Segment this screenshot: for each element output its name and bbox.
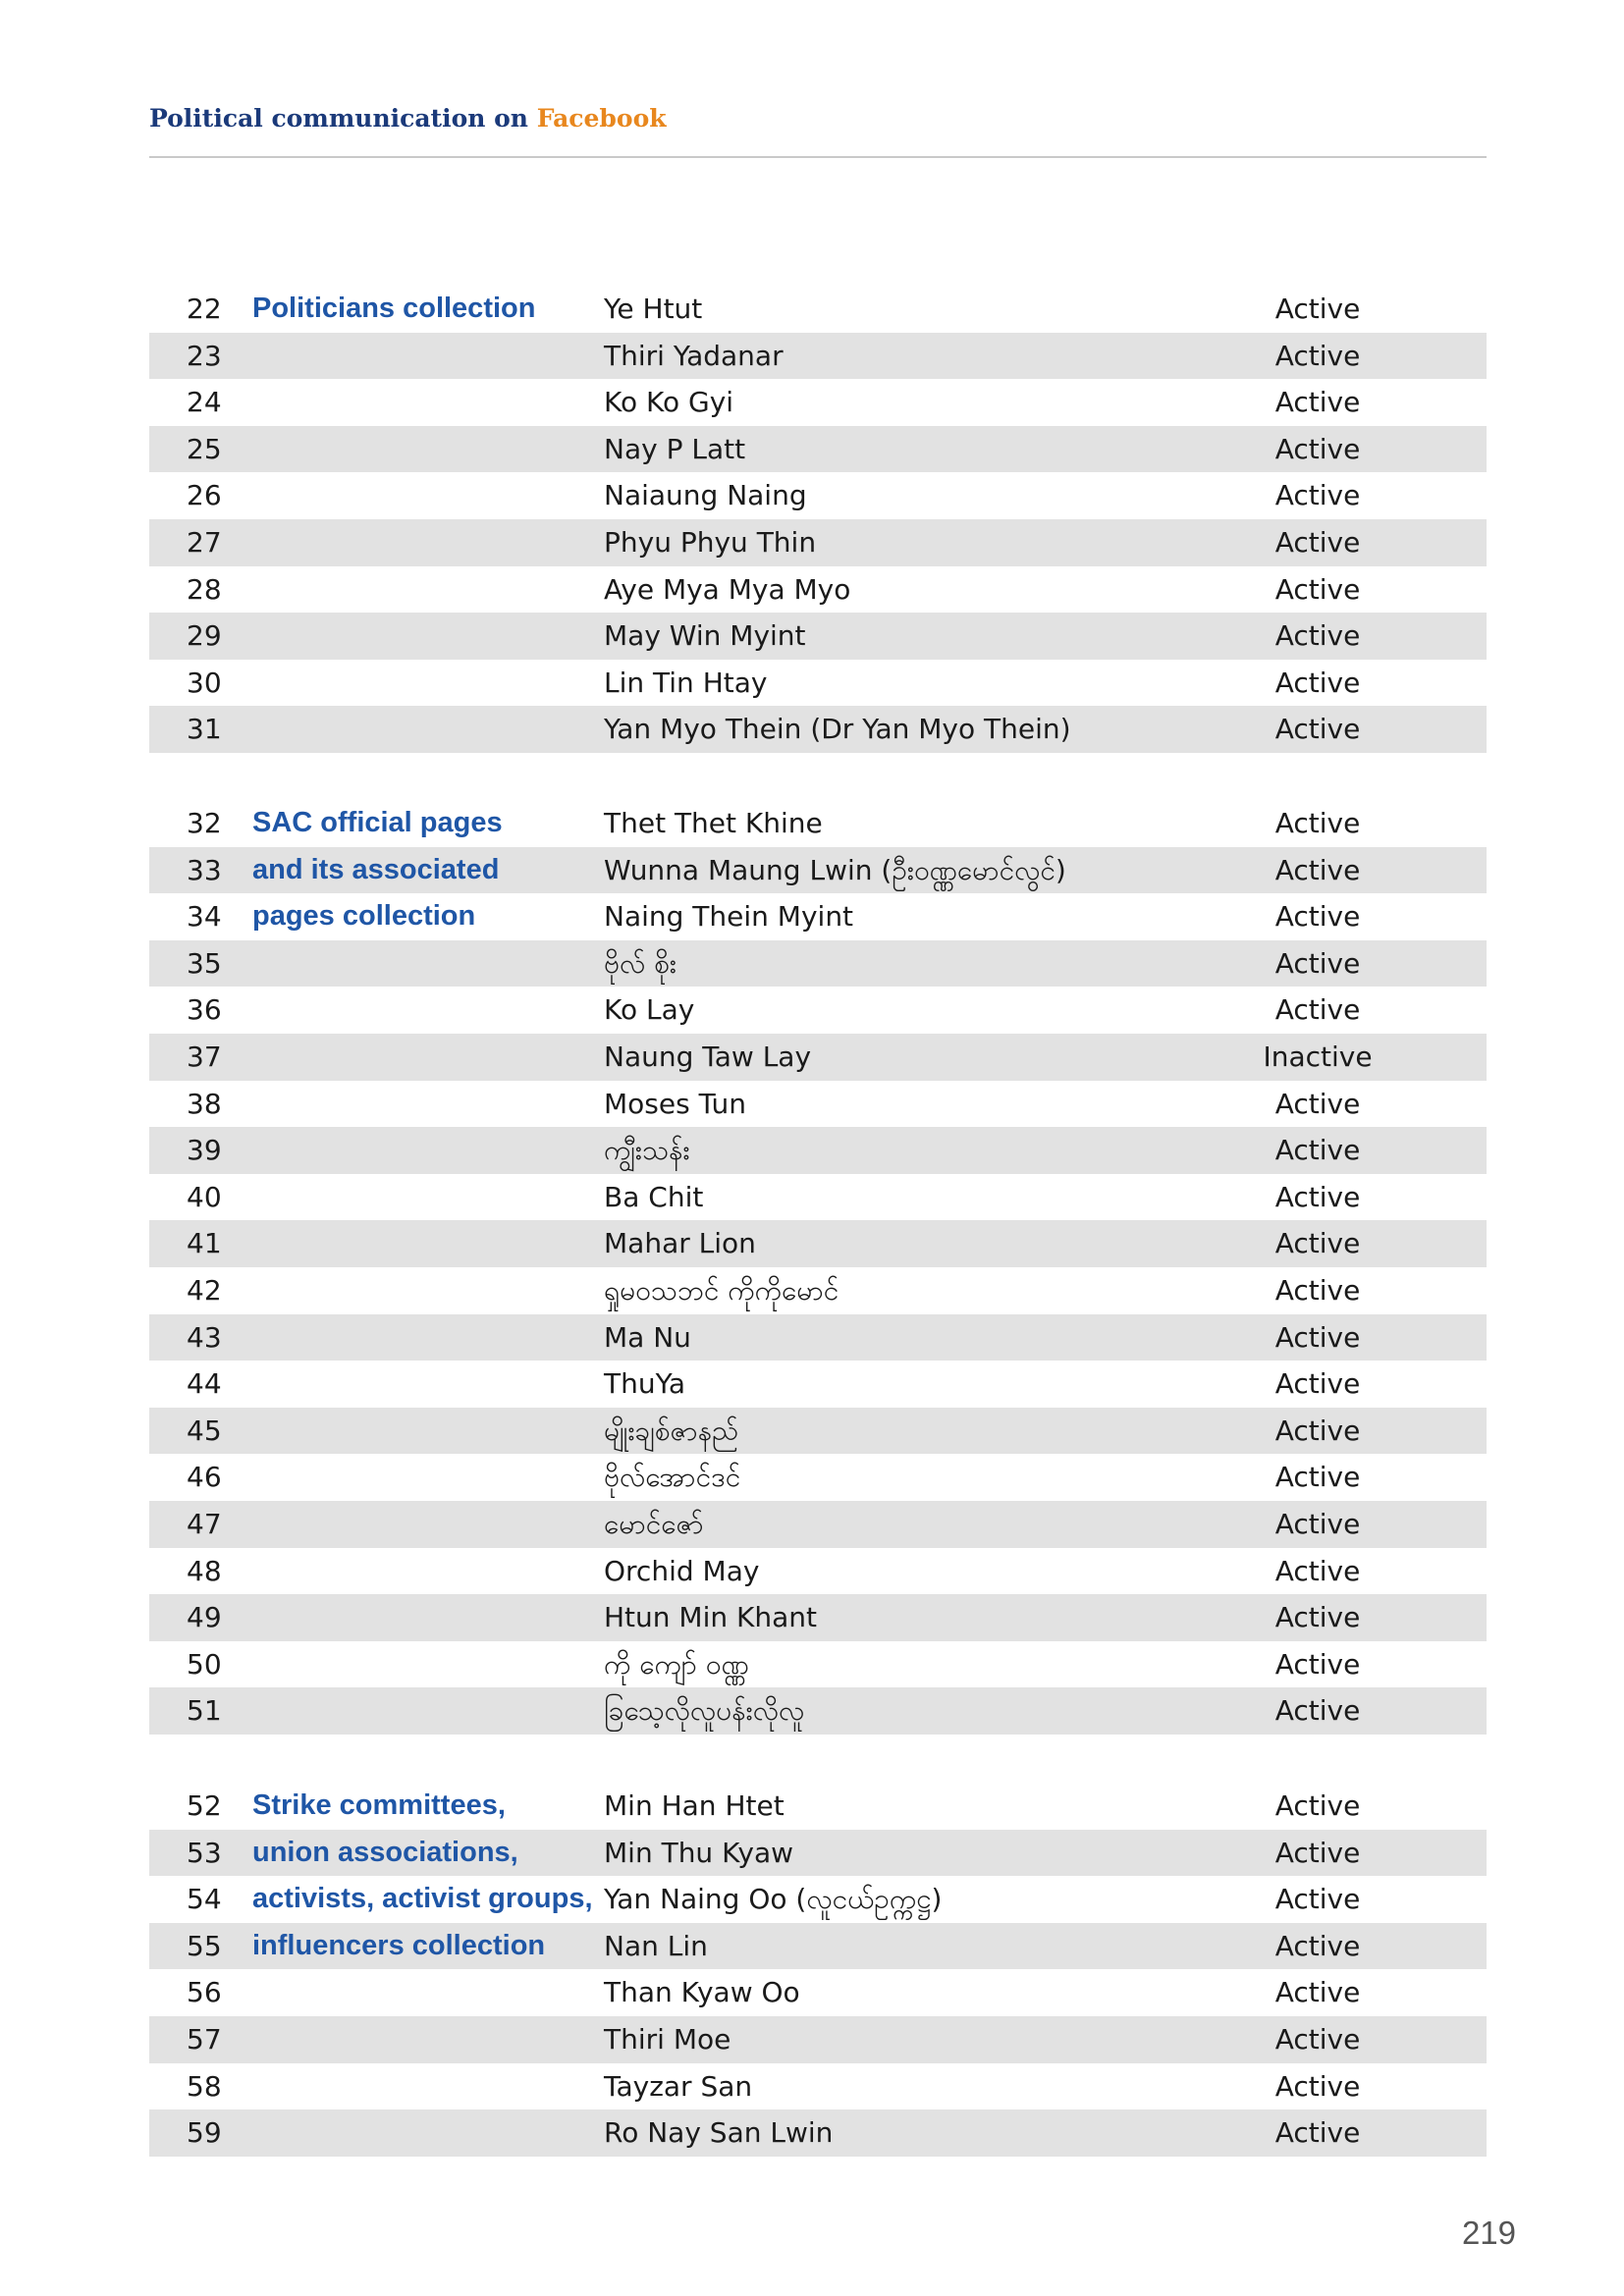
row-status: Active xyxy=(1274,666,1361,699)
table-row xyxy=(149,1174,1487,1221)
row-number: 28 xyxy=(187,572,222,606)
row-page-name: Htun Min Khant xyxy=(604,1601,817,1634)
row-page-name: Naiaung Naing xyxy=(604,479,807,512)
row-status: Active xyxy=(1274,1087,1361,1120)
row-number: 27 xyxy=(187,525,222,559)
table-row xyxy=(149,660,1487,707)
row-status: Active xyxy=(1274,2116,1361,2150)
row-page-name: Mahar Lion xyxy=(604,1227,756,1260)
table-row xyxy=(149,1267,1487,1314)
table-row xyxy=(149,1034,1487,1081)
row-status: Active xyxy=(1274,2069,1361,2103)
table-row xyxy=(149,2063,1487,2110)
row-page-name: မောင်ဇော် xyxy=(604,1507,704,1540)
row-page-name: Wunna Maung Lwin (ဦးဝဏ္ဏမောင်လွင်) xyxy=(604,853,1066,886)
row-status: Active xyxy=(1274,1789,1361,1822)
page-number: 219 xyxy=(1461,2215,1516,2251)
table-row xyxy=(149,1641,1487,1688)
sac-pages-table xyxy=(149,800,1487,1735)
row-page-name: မျိုးချစ်ဇာနည် xyxy=(604,1414,739,1447)
row-page-name: Phyu Phyu Thin xyxy=(604,525,817,559)
row-page-name: Tayzar San xyxy=(604,2069,753,2103)
table-row xyxy=(149,613,1487,660)
row-status: Active xyxy=(1274,479,1361,512)
row-number: 57 xyxy=(187,2022,222,2056)
row-category: Strike committees, xyxy=(252,1789,506,1821)
row-number: 58 xyxy=(187,2069,222,2103)
row-number: 41 xyxy=(187,1227,222,1260)
row-page-name: Yan Myo Thein (Dr Yan Myo Thein) xyxy=(604,713,1071,746)
row-number: 25 xyxy=(187,432,222,465)
row-page-name: ThuYa xyxy=(604,1367,686,1401)
table-row xyxy=(149,1594,1487,1641)
row-number: 43 xyxy=(187,1320,222,1354)
row-status: Active xyxy=(1274,1976,1361,2009)
table-row xyxy=(149,426,1487,473)
row-page-name: Yan Naing Oo (လူငယ်ဥက္ကဋ္ဌ) xyxy=(604,1883,943,1916)
table-row xyxy=(149,1501,1487,1548)
row-page-name: Than Kyaw Oo xyxy=(604,1976,800,2009)
row-status: Active xyxy=(1274,1554,1361,1587)
table-row xyxy=(149,379,1487,426)
row-page-name: Ye Htut xyxy=(604,293,703,325)
row-status: Active xyxy=(1274,946,1361,980)
row-status: Active xyxy=(1274,1414,1361,1447)
header-brand: Facebook xyxy=(536,104,667,133)
row-page-name: Ro Nay San Lwin xyxy=(604,2116,834,2150)
row-category: Politicians collection xyxy=(252,293,536,324)
row-status: Active xyxy=(1274,900,1361,934)
running-header xyxy=(149,104,667,133)
row-status: Active xyxy=(1274,1647,1361,1681)
row-page-name: Min Han Htet xyxy=(604,1789,785,1822)
row-number: 33 xyxy=(187,853,222,886)
row-status: Active xyxy=(1274,1320,1361,1354)
row-status: Active xyxy=(1274,1694,1361,1728)
row-number: 40 xyxy=(187,1180,222,1213)
header-divider xyxy=(149,156,1487,158)
row-page-name: ကို ကျော် ဝဏ္ဏ xyxy=(604,1647,749,1681)
row-status: Active xyxy=(1274,807,1361,839)
table-row xyxy=(149,566,1487,614)
row-number: 48 xyxy=(187,1554,222,1587)
row-status: Active xyxy=(1274,339,1361,372)
row-page-name: Thiri Moe xyxy=(604,2022,731,2056)
row-status: Active xyxy=(1274,432,1361,465)
row-page-name: ဗိုလ်အောင်ဒင် xyxy=(604,1461,741,1494)
row-number: 23 xyxy=(187,339,222,372)
row-number: 29 xyxy=(187,619,222,653)
row-status: Active xyxy=(1274,1929,1361,1962)
row-status: Active xyxy=(1274,1367,1361,1401)
row-number: 50 xyxy=(187,1647,222,1681)
row-number: 51 xyxy=(187,1694,222,1728)
row-number: 53 xyxy=(187,1836,222,1869)
table-row xyxy=(149,1876,1487,1923)
table-row xyxy=(149,1220,1487,1267)
row-status: Inactive xyxy=(1263,1040,1373,1073)
row-number: 22 xyxy=(187,293,222,325)
row-number: 49 xyxy=(187,1601,222,1634)
row-status: Active xyxy=(1274,525,1361,559)
row-page-name: ခြသေ့လိုလူပန်းလိုလူ xyxy=(604,1694,805,1728)
row-status: Active xyxy=(1274,619,1361,653)
table-row xyxy=(149,519,1487,566)
row-number: 47 xyxy=(187,1507,222,1540)
row-status: Active xyxy=(1274,713,1361,746)
row-number: 56 xyxy=(187,1976,222,2009)
row-page-name: Naung Taw Lay xyxy=(604,1040,812,1073)
row-status: Active xyxy=(1274,993,1361,1027)
table-row xyxy=(149,286,1487,333)
table-row xyxy=(149,940,1487,988)
row-number: 37 xyxy=(187,1040,222,1073)
row-number: 30 xyxy=(187,666,222,699)
table-row xyxy=(149,1548,1487,1595)
table-row xyxy=(149,472,1487,519)
row-page-name: ကျွီးသန်း xyxy=(604,1134,690,1167)
row-status: Active xyxy=(1274,1507,1361,1540)
row-number: 35 xyxy=(187,946,222,980)
table-row xyxy=(149,1687,1487,1735)
row-page-name: Ko Lay xyxy=(604,993,695,1027)
row-number: 24 xyxy=(187,386,222,419)
row-category: influencers collection xyxy=(252,1929,546,1961)
row-number: 31 xyxy=(187,713,222,746)
row-number: 36 xyxy=(187,993,222,1027)
row-page-name: Min Thu Kyaw xyxy=(604,1836,794,1869)
row-page-name: Thiri Yadanar xyxy=(604,339,784,372)
row-status: Active xyxy=(1274,1180,1361,1213)
table-row xyxy=(149,893,1487,940)
row-status: Active xyxy=(1274,853,1361,886)
row-status: Active xyxy=(1274,1134,1361,1167)
row-number: 34 xyxy=(187,900,222,934)
row-category: pages collection xyxy=(252,900,476,933)
row-page-name: May Win Myint xyxy=(604,619,806,653)
table-row xyxy=(149,1969,1487,2016)
row-category: and its associated xyxy=(252,853,500,885)
row-page-name: Moses Tun xyxy=(604,1087,746,1120)
row-status: Active xyxy=(1274,572,1361,606)
table-row xyxy=(149,1314,1487,1362)
row-category: activists, activist groups, xyxy=(252,1883,593,1915)
row-number: 42 xyxy=(187,1273,222,1307)
row-number: 38 xyxy=(187,1087,222,1120)
activists-table xyxy=(149,1783,1487,2157)
table-row xyxy=(149,1361,1487,1408)
row-page-name: ဗိုလ် စိုး xyxy=(604,946,677,980)
row-page-name: Orchid May xyxy=(604,1554,760,1587)
header-title: Political communication on xyxy=(149,104,528,133)
table-row xyxy=(149,706,1487,753)
row-number: 26 xyxy=(187,479,222,512)
row-number: 59 xyxy=(187,2116,222,2150)
row-number: 32 xyxy=(187,807,222,839)
row-page-name: ရှုမဝသဘင် ကိုကိုမောင် xyxy=(604,1273,839,1307)
table-row xyxy=(149,1408,1487,1455)
row-status: Active xyxy=(1274,386,1361,419)
table-row xyxy=(149,847,1487,894)
table-row xyxy=(149,1783,1487,1830)
table-row xyxy=(149,2109,1487,2157)
row-number: 45 xyxy=(187,1414,222,1447)
row-page-name: Thet Thet Khine xyxy=(604,807,823,839)
row-page-name: Aye Mya Mya Myo xyxy=(604,572,851,606)
row-number: 52 xyxy=(187,1789,222,1822)
table-row xyxy=(149,2016,1487,2063)
table-row xyxy=(149,1081,1487,1128)
table-row xyxy=(149,1923,1487,1970)
row-category: SAC official pages xyxy=(252,807,503,838)
row-page-name: Nan Lin xyxy=(604,1929,708,1962)
row-number: 44 xyxy=(187,1367,222,1401)
table-row xyxy=(149,1830,1487,1877)
row-status: Active xyxy=(1274,1227,1361,1260)
row-number: 39 xyxy=(187,1134,222,1167)
row-number: 55 xyxy=(187,1929,222,1962)
row-number: 46 xyxy=(187,1461,222,1494)
row-status: Active xyxy=(1274,1883,1361,1916)
table-row xyxy=(149,333,1487,380)
row-status: Active xyxy=(1274,293,1361,325)
table-row xyxy=(149,800,1487,847)
row-page-name: Lin Tin Htay xyxy=(604,666,768,699)
table-row xyxy=(149,987,1487,1034)
table-row xyxy=(149,1454,1487,1501)
politicians-table xyxy=(149,286,1487,753)
row-status: Active xyxy=(1274,1836,1361,1869)
row-page-name: Naing Thein Myint xyxy=(604,900,854,934)
row-page-name: Ma Nu xyxy=(604,1320,691,1354)
row-page-name: Ba Chit xyxy=(604,1180,704,1213)
table-row xyxy=(149,1127,1487,1174)
row-status: Active xyxy=(1274,2022,1361,2056)
row-status: Active xyxy=(1274,1273,1361,1307)
row-category: union associations, xyxy=(252,1836,518,1868)
row-status: Active xyxy=(1274,1601,1361,1634)
row-page-name: Ko Ko Gyi xyxy=(604,386,734,419)
row-number: 54 xyxy=(187,1883,222,1916)
row-status: Active xyxy=(1274,1461,1361,1494)
row-page-name: Nay P Latt xyxy=(604,432,746,465)
